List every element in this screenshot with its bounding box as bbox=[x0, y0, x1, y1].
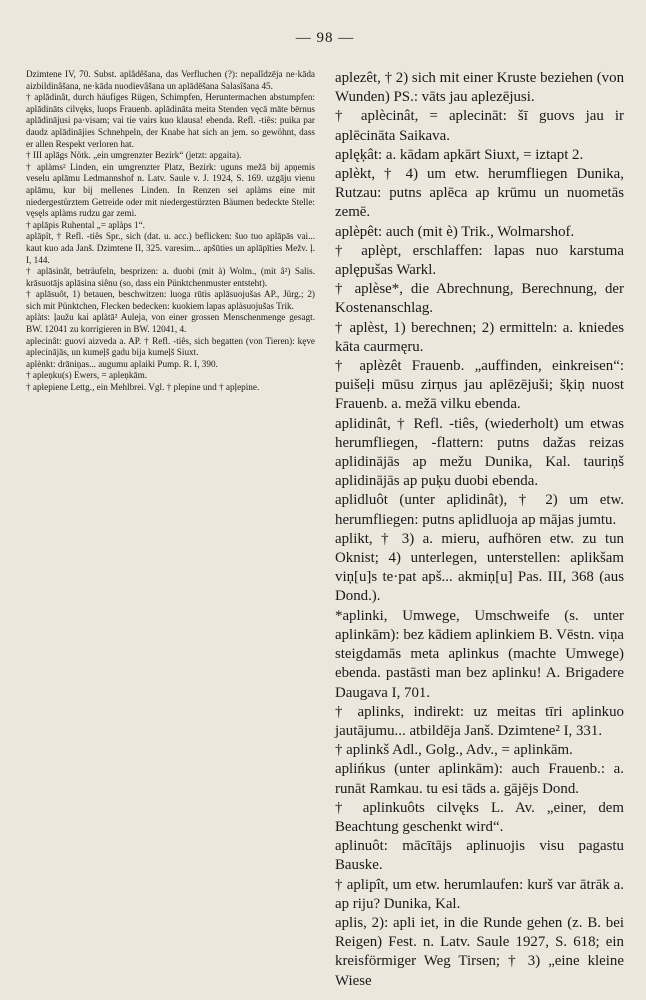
entry-r2: aplęķât: a. kādam apkārt Siuxt, = iztapt 2. bbox=[335, 146, 584, 163]
entry-r10: aplidluôt (unter aplidinât), † 2) um etw. herumfliegen: putns aplidluoja ap mājas jumtu. bbox=[335, 492, 624, 528]
entry-r15: aplińkus (unter aplinkām): auch Frauenb.: a. runāt Ramkau. tu esi tāds a. gājējs Dond. bbox=[335, 761, 624, 797]
entry-r5: † aplèpt, erschlaffen: lapas nuo karstuma aplępušas Warkl. bbox=[335, 242, 624, 279]
entry-r3: aplèkt, † 4) um etw. herumfliegen Dunika, Rutzau: putns aplēca ap krūmu un nuometās zemē. bbox=[335, 166, 624, 221]
entry-r11: aplikt, † 3) a. mieru, aufhören etw. zu tun Oknist; 4) unterlegen, unterstellen: aplikšam viņ[u]s te·pat apš... akmiņ[u] Pas. III, 368 (aus Dond.). bbox=[335, 530, 624, 605]
left-column bbox=[26, 69, 315, 991]
entry-l2: † III aplāgs Nötk. „ein umgrenzter Bezirk“ (jetzt: apgaita). bbox=[26, 150, 242, 161]
entry-l8: aplàts: ļaužu kai aplàtā² Auleja, von einer grossen Menschenmenge gesagt. BW. 12041 zu korrigieren in BW. 12041, 4. bbox=[26, 312, 315, 335]
entry-l6: † aplāsinât, beträufeln, besprizen: a. duobi (mit à) Wolm., (mit â²) Salis. krāsuotājs aplāsina siênu (so, dass ein Pünktchenmuster entsteht). bbox=[26, 266, 315, 288]
entry-r7: † aplèst, 1) berechnen; 2) ermitteln: a. kniedes kāta caurmęru. bbox=[335, 319, 624, 355]
entry-r13: † aplinks, indirekt: uz meitas tīri aplinkuo jautājumu... atbildēja Janš. Dzimtene² I, 331. bbox=[335, 703, 624, 739]
entry-r0: aplezêt, † 2) sich mit einer Kruste beziehen (von Wunden) PS.: vāts jau aplezējusi. bbox=[335, 70, 625, 106]
entry-r16: † aplinkuôts cilvęks L. Av. „einer, dem Beachtung geschenkt wird“. bbox=[335, 799, 624, 835]
entry-l4: † aplāpis Ruhental „= aplàps 1“. bbox=[26, 219, 145, 230]
columns bbox=[26, 69, 624, 991]
entry-r17: aplinuôt: mācītājs aplinuojis visu pagastu Bauske. bbox=[335, 838, 624, 874]
entry-l7: † aplāsuôt, 1) betauen, beschwitzen: luoga rūtis aplāsuojušas AP., Jürg.; 2) sich mit Pünktchen, Flecken bedecken: kuokiem lapas aplàsuojušas Trik. bbox=[26, 289, 315, 311]
entry-l12: † aplepiene Lettg., ein Mehlbrei. Vgl. † plepine und † apļepine. bbox=[26, 382, 260, 393]
entry-r1: † aplècinât, = aplecināt: šī guovs jau ir aplēcināta Saikava. bbox=[335, 108, 624, 144]
entry-l0: Dzimtene IV, 70. Subst. aplâdêšana, das Verfluchen (?): nepalîdzēja ne·kāda aizbildinâšana, ne·kāda nuodievâšana un aplādēšana Salasîšana 45. bbox=[26, 69, 315, 91]
right-column bbox=[335, 69, 624, 991]
entry-l5: aplāpît, † Refl. -tiês Spr., sich (dat. u. acc.) beflicken: šuo tuo aplāpās vai... kaut kuo ada Janš. Dzimtene II, 325. varesim... apšūties un aplāpīties Mežv. ļ. I, 144. bbox=[26, 231, 315, 265]
entry-r8: † aplèzêt Frauenb. „auffinden, einkreisen“: puišeļi mūsu zirņus jau aplēzējuši; šķiņ nuost Frauenb. a. mežā vilku ebenda. bbox=[335, 358, 624, 413]
entry-l10: aplènkt: drāniņas... augumu aplaiki Pump. R. I, 390. bbox=[26, 358, 218, 369]
entry-r19: aplis, 2): apli iet, in die Runde gehen (z. B. bei Reigen) Fest. n. Latv. Saule 1927, S. 618; ein kreisförmiger Weg Tirsen; † 3) „eine kleine Wiese bbox=[335, 914, 624, 989]
entry-l1: † aplādinât, durch häufiges Rügen, Schimpfen, Heruntermachen abstumpfen: aplādināts cilvęks, luops Frauenb. aplādināta meita Stenden vęcā māte bērnus aplādinājusi pa·visam; vai tie vairs kuo klausa! ebenda. Refl. -tiês: puika par daudz aplādinājies Schnehpeln, der Knabe hat sich an jem. so gewöhnt, dass er allen Respekt verloren hat. bbox=[26, 92, 315, 149]
entry-l11: † apleņku(s) Ewers, = apleņkām. bbox=[26, 370, 148, 381]
entry-r6: † aplèse*, die Abrechnung, Berechnung, der Kostenanschlag. bbox=[335, 281, 624, 317]
page-number: — 98 — bbox=[295, 30, 355, 46]
entry-r4: aplèpêt: auch (mit è) Trik., Wolmarshof. bbox=[335, 223, 575, 240]
entry-l9: aplecinât: guovi aizveda a. AP. † Refl. -tiês, sich begatten (von Tieren): kęve aplecinājās, un kumeļš gadu bija kumeļš Siuxt. bbox=[26, 335, 315, 358]
entry-l3: † aplàms² Linden, ein umgrenzter Platz, Bezirk: uguns mežā bij apņemis veselu aplāmu Ledmannshof n. Latv. Saule v. J. 1924, S. 169. uzgāju vienu aplāmu, kur bij mellenes Linden. In Renzen sei aplàms eine mit niedergestürztem Getreide oder mit niedergestürzten Bäumen bedeckte Stelle: vęsęls aplàms rudzu gar zemi. bbox=[26, 161, 315, 219]
entry-r18: † aplipît, um etw. herumlaufen: kurš var ātrāk a. ap riju? Dunika, Kal. bbox=[335, 876, 624, 912]
entry-r12: *aplinki, Umwege, Umschweife (s. unter aplinkām): bez kādiem aplinkiem B. Vēstn. viņa steigdamās meta aplinkus (machte Umwege) ebenda. pastāsti man bez aplinku! A. Brigadere Daugava I, 701. bbox=[335, 607, 624, 701]
entry-r9: aplidinât, † Refl. -tiês, (wiederholt) um etwas herumfliegen, -flattern: putns dažas reizas aplidinājās ap mežu Dunika, Kal. tauriņš aplidinājās ap puķu duobi ebenda. bbox=[335, 415, 624, 490]
entry-r14: † aplinkš Adl., Golg., Adv., = aplinkām. bbox=[335, 742, 573, 759]
